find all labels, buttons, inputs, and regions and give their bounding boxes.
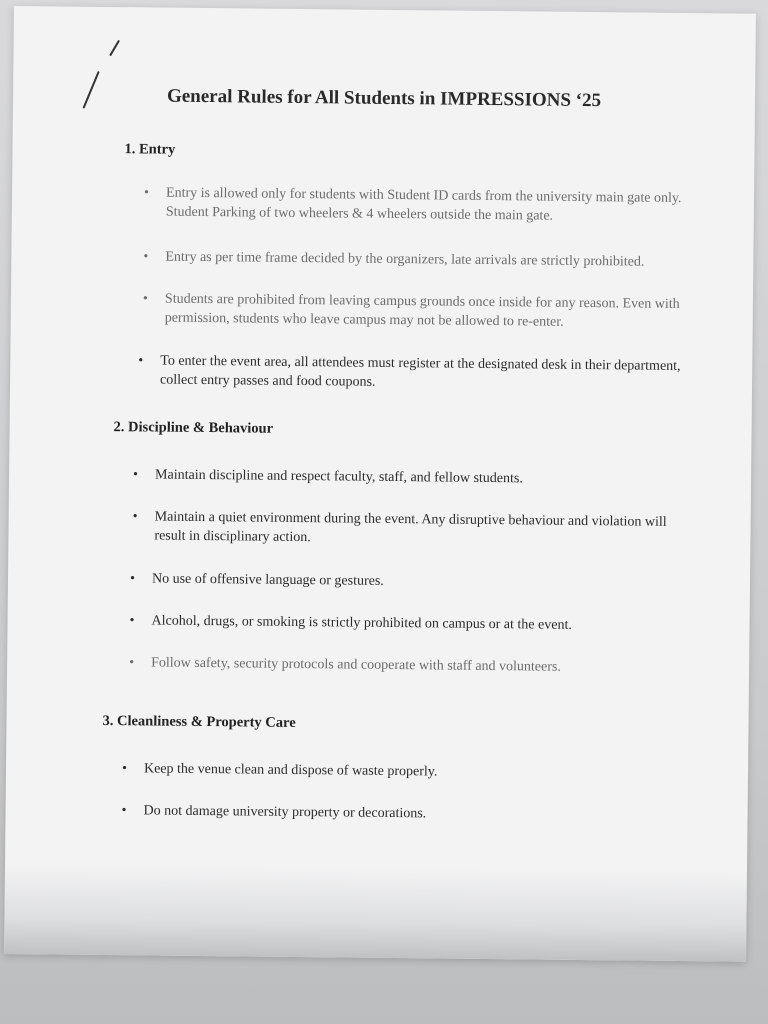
list-item-text: Keep the venue clean and dispose of waste properly. [143,761,438,780]
list-item-text: Follow safety, security protocols and cooperate with staff and volunteers. [151,655,561,675]
list-item-text: No use of offensive language or gestures. [151,571,384,589]
bullet-icon: • [133,467,139,483]
list-item [121,801,673,826]
list-item [133,466,685,491]
list-item [129,569,682,594]
bullet-icon: • [143,249,149,265]
list-item-text: Entry is allowed only for students with Student ID cards from the university main gate only. Student Parking of two wheelers & 4 wheelers outside the main gate. [165,185,682,224]
paper-shadow [4,864,747,962]
list-item-text: Maintain a quiet environment during the event. Any disruptive behaviour and violation will result in disciplinary action. [154,509,667,546]
bullet-icon: • [121,803,127,819]
list-item [138,352,690,396]
list-item [143,248,695,273]
list-item-text: Alcohol, drugs, or smoking is strictly prohibited on campus or at the event. [151,613,572,633]
bullet-icon: • [132,509,138,525]
section-heading-discipline: 2. Discipline & Behaviour [113,419,274,437]
bullet-icon: • [143,185,150,201]
list-item [121,759,674,784]
section-heading-entry: 1. Entry [124,141,176,158]
list-item-text: Do not damage university property or decorations. [143,803,427,822]
page-title: General Rules for All Students in IMPRESSIONS ‘25 [166,85,602,112]
bullet-icon: • [142,291,148,307]
list-item-text: Entry as per time frame decided by the organizers, late arrivals are strictly prohibited. [165,249,645,270]
list-item [143,184,696,228]
bullet-icon: • [129,613,135,629]
list-item-text: Maintain discipline and respect faculty, staff, and fellow students. [155,467,523,487]
bullet-icon: • [121,761,128,777]
list-item [129,653,681,678]
list-item [142,290,695,334]
section-heading-cleanliness: 3. Cleanliness & Property Care [102,712,296,731]
list-item-text: Students are prohibited from leaving campus grounds once inside for any reason. Even with permission, students who leave campus may not be allowed to re-enter. [164,291,680,330]
document-page [4,6,756,962]
bullet-icon: • [129,571,135,587]
pen-mark [109,40,120,57]
list-item-text: To enter the event area, all attendees must register at the designated desk in their department, collect entry passes and food coupons. [160,353,681,390]
list-item [129,611,681,636]
list-item [132,508,684,552]
bullet-icon: • [138,353,144,369]
bullet-icon: • [129,655,135,671]
